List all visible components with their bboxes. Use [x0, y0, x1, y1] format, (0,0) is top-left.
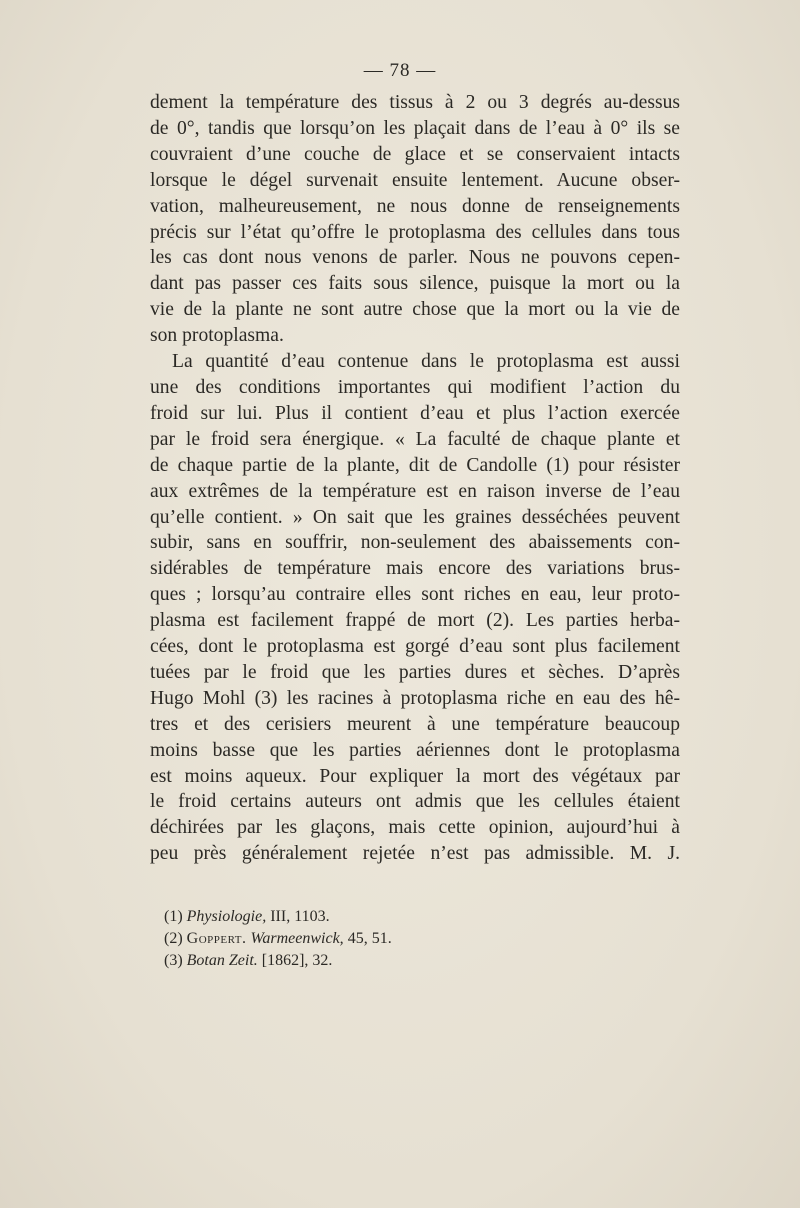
footnote-1 [164, 906, 392, 928]
text-line: plasma est facilement frappé de mort (2). Les parties herba- [150, 610, 680, 632]
text-line: froid sur lui. Plus il contient d’eau et plus l’action exercée [150, 402, 680, 424]
body-text [150, 90, 680, 867]
text-line: par le froid sera énergique. « La faculté de chaque plante et [150, 428, 680, 450]
text-line: La quantité d’eau contenue dans le protoplasma est aussi [172, 351, 680, 373]
footnote-marker: (1) [164, 908, 183, 925]
footnote-reference: [1862], 32. [257, 952, 333, 969]
footnote-marker: (2) [164, 930, 183, 947]
text-line: peu près généralement rejetée n’est pas admissible. M. J. [150, 843, 680, 865]
footnote-author: Goppert. [186, 930, 247, 947]
text-line: dement la température des tissus à 2 ou 3 degrés au-dessus [150, 92, 680, 113]
footnote-reference: 45, 51. [343, 930, 392, 947]
footnote-marker: (3) [164, 952, 183, 969]
text-line: vie de la plante ne sont autre chose que la mort ou la vie de [150, 299, 680, 321]
text-line: est moins aqueux. Pour expliquer la mort des végétaux par [150, 765, 680, 787]
footnote-2 [164, 928, 392, 950]
text-line: vation, malheureusement, ne nous donne de renseignements [150, 195, 680, 217]
text-line: qu’elle contient. » On sait que les graines desséchées peuvent [150, 506, 680, 528]
text-line: subir, sans en souffrir, non-seulement des abaissements con- [150, 532, 680, 554]
text-line: tres et des cerisiers meurent à une température beaucoup [150, 713, 680, 735]
text-line: de chaque partie de la plante, dit de Candolle (1) pour résister [150, 454, 680, 476]
text-line: son protoplasma. [150, 325, 284, 347]
footnote-title: Botan Zeit. [186, 952, 258, 969]
text-line: le froid certains auteurs ont admis que les cellules étaient [150, 791, 680, 813]
text-line: Hugo Mohl (3) les racines à protoplasma riche en eau des hê- [150, 687, 680, 709]
footnote-title: Warmeenwick, [250, 930, 344, 947]
text-line: tuées par le froid que les parties dures et sèches. D’après [150, 661, 680, 683]
text-line: de 0°, tandis que lorsqu’on les plaçait dans de l’eau à 0° ils se [150, 117, 680, 139]
text-line: couvraient d’une couche de glace et se conservaient intacts [150, 143, 680, 165]
text-line: lorsque le dégel survenait ensuite lentement. Aucune obser- [150, 169, 680, 191]
text-line: dant pas passer ces faits sous silence, puisque la mort ou la [150, 273, 680, 295]
page-number: — 78 — [363, 60, 437, 81]
footnote-title: Physiologie, [186, 908, 267, 925]
text-line: ques ; lorsqu’au contraire elles sont riches en eau, leur proto- [150, 584, 680, 606]
text-line: sidérables de température mais encore des variations brus- [150, 558, 680, 580]
text-line: déchirées par les glaçons, mais cette opinion, aujourd’hui à [150, 817, 680, 839]
footnotes [164, 906, 392, 972]
paragraph-1 [150, 90, 680, 349]
footnote-3 [164, 950, 392, 972]
footnote-reference: III, 1103. [266, 908, 330, 925]
text-line: une des conditions importantes qui modifient l’action du [150, 376, 680, 398]
text-line: les cas dont nous venons de parler. Nous ne pouvons cepen- [150, 247, 680, 269]
text-line: cées, dont le protoplasma est gorgé d’eau sont plus facilement [150, 636, 680, 658]
paragraph-2 [150, 349, 680, 867]
text-line: moins basse que les parties aériennes dont le protoplasma [150, 739, 680, 761]
text-line: précis sur l’état qu’offre le protoplasma des cellules dans tous [150, 221, 680, 243]
text-line: aux extrêmes de la température est en raison inverse de l’eau [150, 480, 680, 502]
